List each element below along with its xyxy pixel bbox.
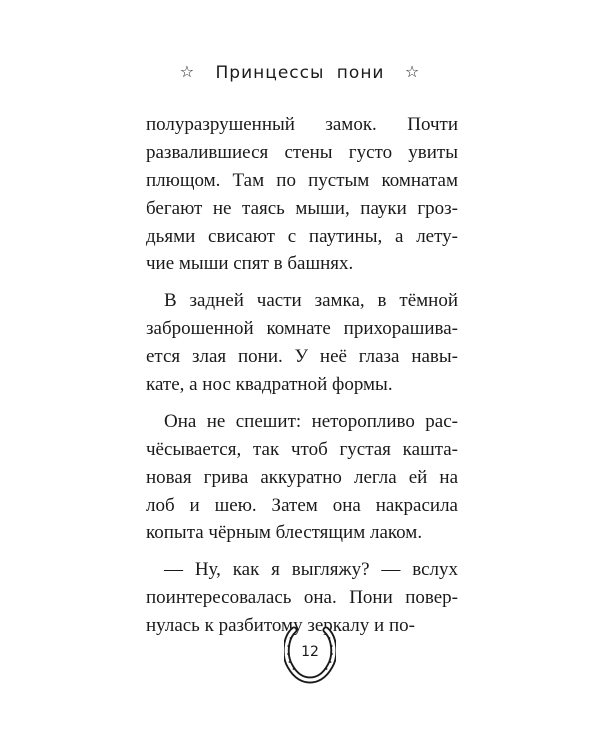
star-right-icon: ☆ <box>404 62 421 81</box>
text-line: полуразрушенный замок. Почти <box>146 114 458 135</box>
text-line: В задней части замка, в тёмной <box>164 290 458 312</box>
book-title: Принцессы пони <box>215 63 385 83</box>
paragraph <box>146 408 458 547</box>
text-line: чие мыши спят в башнях. <box>146 253 354 275</box>
text-line: ется злая пони. У неё глаза навы- <box>146 346 458 368</box>
paragraph <box>146 287 458 399</box>
text-line: копыта чёрным блестящим лаком. <box>146 522 423 544</box>
page-number-ornament <box>284 622 336 686</box>
text-line: дьями свисают с паутины, а лету- <box>146 225 458 247</box>
text-line: заброшенной комнате прихорашива- <box>146 318 458 340</box>
body-text <box>146 111 458 640</box>
text-line: Она не спешит: неторопливо рас- <box>164 410 458 432</box>
text-line: развалившиеся стены густо увиты <box>146 141 458 163</box>
running-header <box>0 62 600 83</box>
text-line: — Ну, как я выгляжу? — вслух <box>164 559 458 581</box>
text-line: лоб и шею. Затем она накрасила <box>146 494 458 516</box>
text-line: плющом. Там по пустым комнатам <box>146 169 458 191</box>
text-line: чёсывается, так чтоб густая кашта- <box>146 438 458 460</box>
paragraph <box>146 111 458 278</box>
star-left-icon: ☆ <box>179 62 196 81</box>
text-line: новая грива аккуратно легла ей на <box>146 466 458 488</box>
text-line: кате, а нос квадратной формы. <box>146 374 393 396</box>
text-line: нулась к разбитому зеркалу и по- <box>146 615 415 637</box>
text-line: поинтересовалась она. Пони повер- <box>146 587 458 609</box>
text-line: бегают не таясь мыши, пауки грoз- <box>146 197 458 219</box>
page-number: 12 <box>301 644 319 660</box>
